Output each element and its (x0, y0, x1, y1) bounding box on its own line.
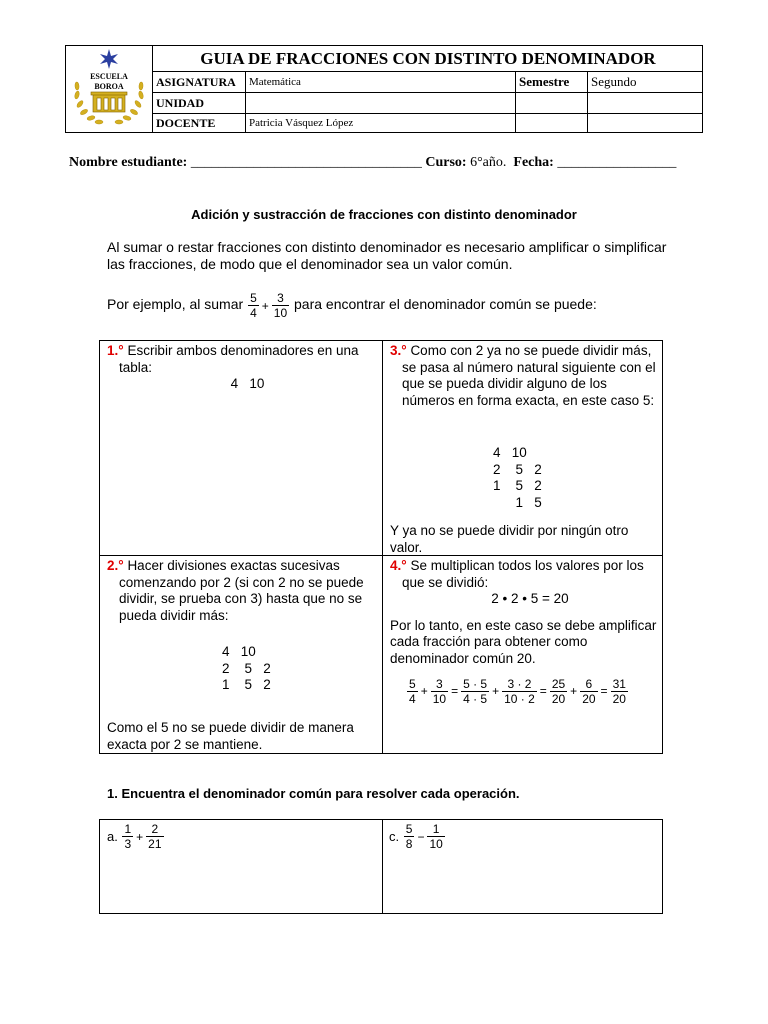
step-number: 4.° (390, 558, 407, 573)
document-title: GUIA DE FRACCIONES CON DISTINTO DENOMINADOR (153, 46, 703, 72)
divider (382, 820, 383, 913)
item-label: a. (107, 829, 118, 844)
asignatura-value: Matemática (245, 72, 515, 92)
docente-value: Patricia Vásquez López (245, 113, 515, 133)
step-text: Escribir ambos denominadores en una tabla: (119, 343, 359, 375)
student-info-line (69, 155, 676, 171)
asignatura-label: ASIGNATURA (156, 75, 236, 89)
exercise-grid (99, 819, 663, 914)
step-4 (383, 556, 664, 754)
step-number: 2.° (107, 558, 124, 573)
fraction: $\frac{1}{10}$ (429, 822, 443, 851)
conclusion: Por lo tanto, en este caso se debe amplificar cada fracción para obtener como denominador común 20. (390, 617, 657, 666)
step-number: 1.° (107, 343, 124, 358)
example-suffix: para encontrar el denominador común se puede: (294, 296, 597, 313)
fraction: $\frac{5}{8}$ (405, 822, 413, 851)
step-text: Se multiplican todos los valores por los que se dividió: (402, 558, 644, 590)
intro-paragraph: Al sumar o restar fracciones con distinto denominador es necesario amplificar o simplificar las fracciones, de modo que el denominador sea un valor común. (107, 239, 667, 272)
division-table: 4 10 (230, 376, 265, 391)
nombre-field[interactable]: _________________________________ (190, 155, 422, 170)
fraction: $\frac{3 \cdot 2}{10 \cdot 2}$ (504, 677, 535, 706)
product: 2 • 2 • 5 = 20 (491, 591, 569, 606)
fraction: $\frac{5}{4}$ (409, 677, 416, 706)
curso-value: 6°año. (470, 155, 507, 170)
exercise-a: a. $\frac{1}{3}$ + $\frac{2}{21}$ (107, 822, 162, 851)
fraction: $\frac{6}{20}$ (582, 677, 596, 706)
row-asignatura (153, 72, 703, 93)
item-label: c. (389, 829, 400, 844)
example-prefix: Por ejemplo, al sumar (107, 296, 244, 313)
unidad-label: UNIDAD (156, 96, 204, 110)
amplification-equation: $\frac{5}{4}$ + $\frac{3}{10}$ = $\frac{5 \cdot 5}{4 \cdot 5}$ + $\frac{3 \cdot 2}{10 \cdot 2}$ = $\frac{25}{20}$ + $\frac{6}{20}$ = $\frac{31}{20}$ (409, 677, 626, 706)
fraction: $\frac{3}{10}$ (273, 291, 288, 320)
step-footer: Y ya no se puede dividir por ningún otro valor. (390, 523, 629, 555)
empty-cell (515, 113, 587, 133)
fraction: $\frac{5 \cdot 5}{4 \cdot 5}$ (463, 677, 488, 706)
exercise-c: c. $\frac{5}{8}$ − $\frac{1}{10}$ (389, 822, 443, 851)
steps-grid (99, 340, 663, 754)
exercise-title: 1. Encuentra el denominador común para resolver cada operación. (107, 786, 520, 801)
section-title: Adición y sustracción de fracciones con distinto denominador (191, 207, 577, 222)
example-line (107, 291, 597, 327)
step-footer: Como el 5 no se puede dividir de manera exacta por 2 se mantiene. (107, 720, 354, 752)
row-unidad (153, 93, 703, 114)
fraction: $\frac{25}{20}$ (551, 677, 566, 706)
division-table: 4 10 2 5 2 1 5 2 (222, 644, 271, 692)
row-docente (153, 113, 703, 133)
empty-cell (587, 113, 703, 133)
step-3 (383, 341, 664, 555)
division-table: 4 10 2 5 2 1 5 2 1 5 (493, 445, 546, 510)
fraction: $\frac{2}{21}$ (148, 822, 162, 851)
empty-cell (587, 93, 703, 113)
unidad-value (245, 93, 515, 113)
svg-text:BOROA: BOROA (94, 82, 124, 91)
curso-label: Curso: (425, 155, 467, 170)
nombre-label: Nombre estudiante: (69, 155, 188, 170)
school-crest-icon (66, 46, 152, 132)
step-1 (100, 341, 382, 555)
school-logo (66, 46, 153, 132)
fraction: $\frac{3}{10}$ (432, 677, 447, 706)
fraction: $\frac{1}{3}$ (124, 822, 132, 851)
header-table (65, 45, 703, 133)
step-2 (100, 556, 382, 754)
fraction: $\frac{31}{20}$ (612, 677, 626, 706)
step-number: 3.° (390, 343, 407, 358)
step-text: Hacer divisiones exactas sucesivas comenzando por 2 (si con 2 no se puede dividir, se prueba con 3) hasta que no se pueda dividir más: (119, 558, 364, 623)
fraction: $\frac{5}{4}$ (250, 291, 257, 320)
semestre-value: Segundo (587, 72, 703, 92)
semestre-label: Semestre (515, 72, 587, 92)
svg-text:ESCUELA: ESCUELA (90, 72, 128, 81)
fecha-label: Fecha: (513, 155, 554, 170)
docente-label: DOCENTE (156, 116, 216, 130)
operator: + (261, 298, 269, 313)
empty-cell (515, 93, 587, 113)
fecha-field[interactable]: _________________ (557, 155, 677, 170)
step-text: Como con 2 ya no se puede dividir más, se pasa al número natural siguiente con el que se pueda dividir alguno de los números en forma exacta, en este caso 5: (402, 343, 656, 408)
